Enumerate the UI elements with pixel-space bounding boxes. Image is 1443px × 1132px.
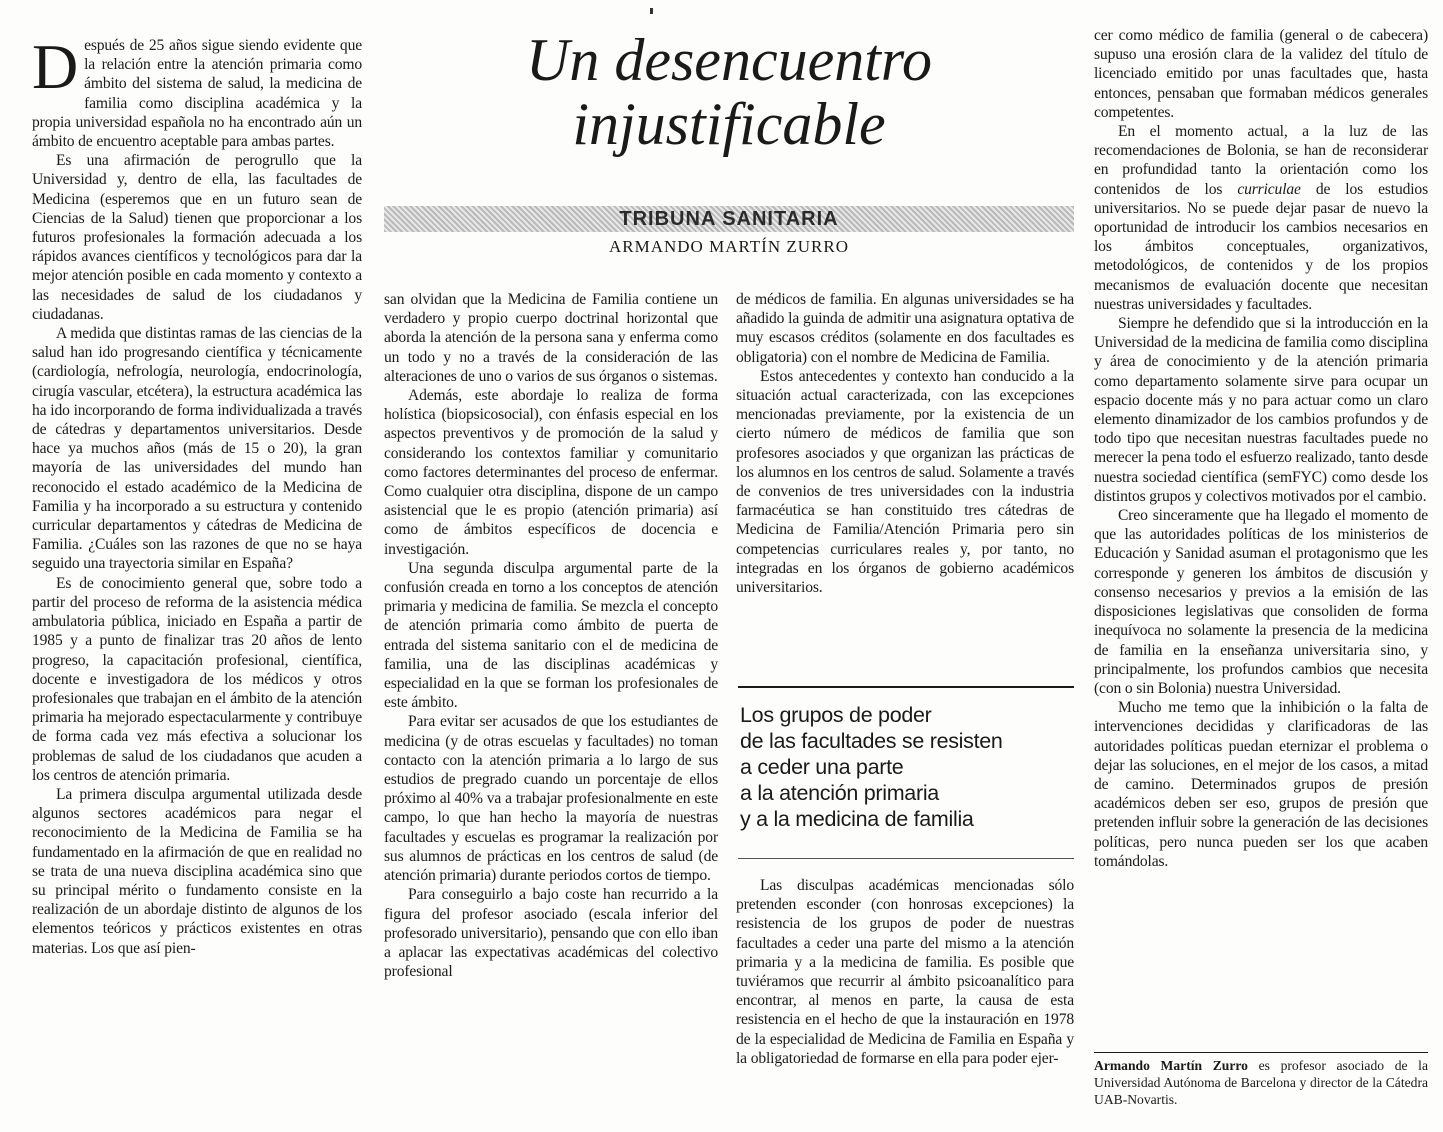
- column-3-continued: [736, 876, 1074, 1068]
- paragraph: Es de conocimiento general que, sobre todo a partir del proceso de reforma de la asistencia médica ambulatoria pública, iniciado en España a partir de 1985 y a punto de finalizar tras 20 años de lento progreso, la capacitación profesional, científica, docente e investigadora de los médicos y otros profesionales que trabajan en el ámbito de la atención primaria ha mejorado espectacularmente y contribuye de forma cada vez más efectiva a solucionar los problemas de salud de los ciudadanos que acuden a los centros de atención primaria.: [32, 574, 362, 784]
- paragraph: Creo sinceramente que ha llegado el momento de que las autoridades políticas de los ministerios de Educación y Sanidad asuman el protagonismo que les corresponde y generen los ámbitos de discusión y consenso necesarios y previos a la emisión de las disposiciones legislativas que consoliden de forma inequívoca no solamente la presencia de la medicina de familia en la enseñanza universitaria sino, y principalmente, los profundos cambios que necesita (con o sin Bolonia) nuestra Universidad.: [1094, 507, 1428, 697]
- headline: [384, 28, 1074, 156]
- column-1: [32, 31, 362, 958]
- byline: ARMANDO MARTÍN ZURRO: [609, 237, 849, 256]
- pull-quote-text: Los grupos de poder de las facultades se resisten a ceder una parte a la atención primaria y a la medicina de familia: [740, 703, 1003, 831]
- paragraph: A medida que distintas ramas de las ciencias de la salud han ido progresando científica y técnicamente (cardiología, nefrología, neurología, endocrinología, cirugía vascular, etcétera), la estructura académica las ha ido incorporando de forma individualizada a través de cátedras y departamentos universitarios. Desde hace ya muchos años (más de 15 o 20), la gran mayoría de las universidades del mundo han reconocido el estado académico de la Medicina de Familia y ha incorporado a su estructura y contenido curricular departamentos y cátedras de Medicina de Familia. ¿Cuáles son las razones de que no se haya seguido una trayectoria similar en España?: [32, 325, 362, 573]
- author-bio-text: es profesor asociado de la Universidad Autónoma de Barcelona y director de la Cátedra UAB-Novartis.: [1094, 1058, 1428, 1107]
- paragraph: Para conseguirlo a bajo coste han recurrido a la figura del profesor asociado (escala inferior del profesorado universitario), pensando que con ello iban a aplacar las expectativas académicas del colectivo profesional: [384, 886, 718, 981]
- paragraph: Una segunda disculpa argumental parte de la confusión creada en torno a los conceptos de atención primaria y medicina de familia. Se mezcla el concepto de atención primaria como ámbito de puerta de entrada del sistema sanitario con el de medicina de familia, una de las disciplinas académicas y especialidad en la que se forman los profesionales de este ámbito.: [384, 559, 718, 712]
- section-label: TRIBUNA SANITARIA: [619, 208, 839, 230]
- paragraph: cer como médico de familia (general o de cabecera) supuso una erosión clara de la validez del título de licenciado emitido por unas facultades que, hasta entonces, pensaban que formaban médicos generales competentes.: [1094, 27, 1428, 121]
- author-bio-name: Armando Martín Zurro: [1094, 1058, 1248, 1073]
- column-3: [736, 290, 1074, 597]
- paragraph: san olvidan que la Medicina de Familia contiene un verdadero y propio cuerpo doctrinal horizontal que aborda la atención de la persona sana y enferma como un todo y no a través de la consideración de las alteraciones de uno o varios de sus órganos o sistemas.: [384, 291, 718, 385]
- headline-line-1: Un desencuentro: [526, 27, 932, 93]
- pull-quote: [738, 686, 1074, 859]
- author-bio: [1094, 1052, 1428, 1108]
- paragraph: Es una afirmación de perogrullo que la Universidad y, dentro de ella, las facultades de Medicina (esperemos que en un futuro sean de Ciencias de la Salud) tienen que proporcionar a los futuros profesionales la formación adecuada a los rápidos avances científicos y tecnológicos para dar la mejor atención posible en cada momento y contexto a las necesidades de salud de los ciudadanos y ciudadanas.: [32, 152, 362, 323]
- column-4: [1094, 26, 1428, 871]
- paragraph: Para evitar ser acusados de que los estudiantes de medicina (y de otras escuelas y facultades) no toman contacto con la atención primaria a lo largo de sus estudios de pregrado cuando un porcentaje de ellos próximo al 40% va a trabajar profesionalmente en este campo, lo que han hecho la mayoría de nuestras facultades y escuelas es programar la realización por sus alumnos de prácticas en los centros de salud (de atención primaria) durante periodos cortos de tiempo.: [384, 713, 718, 885]
- emphasis: curriculae: [1237, 180, 1301, 198]
- paragraph: [32, 31, 362, 151]
- section-banner: [384, 206, 1074, 232]
- paragraph: Las disculpas académicas mencionadas sólo pretenden esconder (con honrosas excepciones) la resistencia de los grupos de poder de nuestras facultades a ceder una parte del mismo a la atención primaria y a la medicina de familia. Es posible que tuviéramos que recurrir al ámbito psicoanalítico para encontrar, al menos en parte, la causa de esta resistencia en el hecho de que la instauración en 1978 de la especialidad de Medicina de Familia en España y la obligatoriedad de formarse en ella para poder ejer-: [736, 877, 1074, 1067]
- paragraph-text: En el momento actual, a la luz de las recomendaciones de Bolonia, se han de reconsiderar en profundidad tanto la orientación como los contenidos de los: [1094, 123, 1428, 198]
- paragraph: Además, este abordaje lo realiza de forma holística (biopsicosocial), con énfasis especial en los aspectos preventivos y de promoción de la salud y considerando los contextos familiar y comunitario como factores determinantes del proceso de enfermar. Como cualquier otra disciplina, dispone de un campo asistencial que le es propio (atención primaria) así como de ámbitos específicos de docencia e investigación.: [384, 387, 718, 558]
- paragraph: La primera disculpa argumental utilizada desde algunos sectores académicos para negar el reconocimiento de la Medicina de Familia se ha fundamentado en la afirmación de que en realidad no se trata de una nueva disciplina académica sino que su principal mérito o fundamento consiste en la realización de un abordaje distinto de algunos de los elementos teóricos y prácticos existentes en otras materias. Los que así pien-: [32, 785, 362, 957]
- headline-line-2: injustificable: [572, 91, 886, 157]
- paragraph: Siempre he defendido que si la introducción en la Universidad de la medicina de familia como disciplina y área de conocimiento y de la atención primaria como departamento solamente sirve para ocupar un espacio docente más y no para actuar como un claro elemento dinamizador de los cambios profundos y de todo tipo que necesitan nuestras facultades puede no merecer la pena todo el esfuerzo realizado, tanto desde nuestra sociedad científica (semFYC) como desde los distintos grupos y colectivos motivados por el cambio.: [1094, 315, 1428, 505]
- paragraph: [1094, 122, 1428, 314]
- paragraph: Estos antecedentes y contexto han conducido a la situación actual caracterizada, con las excepciones mencionadas previamente, por la existencia de un cierto número de médicos de familia que son profesores asociados y que organizan las prácticas de los alumnos en los centros de salud. Solamente a través de convenios de tres universidades con la industria farmacéutica se han constituido tres cátedras de Medicina de Familia/Atención Primaria pero sin competencias curriculares reales y, por tanto, no integradas en los órganos de gobierno académicos universitarios.: [736, 367, 1074, 597]
- paragraph: Mucho me temo que la inhibición o la falta de intervenciones decididas y clarificadoras de las autoridades políticas puedan eternizar el problema o dejar las soluciones, en el mejor de los casos, a mitad de camino. Determinados grupos de presión académicos deben ser eso, grupos de presión que pretenden influir sobre la generación de las decisiones políticas, pero nunca pueden ser los que acaben tomándolas.: [1094, 699, 1428, 870]
- drop-cap: D: [32, 31, 79, 102]
- paragraph: de médicos de familia. En algunas universidades se ha añadido la guinda de admitir una asignatura optativa de muy escasos créditos (solamente en dos facultades es obligatoria) con el nombre de Medicina de Familia.: [736, 291, 1074, 366]
- print-speck: [650, 8, 653, 14]
- column-2: [384, 290, 718, 981]
- paragraph-text: de los estudios universitarios. No se puede dejar pasar de nuevo la oportunidad de introducir los cambios necesarios en los ámbitos conceptuales, organizativos, metodológicos, de contenidos y de los propios mecanismos de evaluación docente que necesitan nuestras universidades y facultades.: [1094, 180, 1428, 313]
- paragraph-text: espués de 25 años sigue siendo evidente que la relación entre la atención primaria como ámbito del sistema de salud, la medicina de familia como disciplina académica y la propia universidad española no ha encontrado aún un ámbito de encuentro aceptable para ambas partes.: [32, 37, 362, 151]
